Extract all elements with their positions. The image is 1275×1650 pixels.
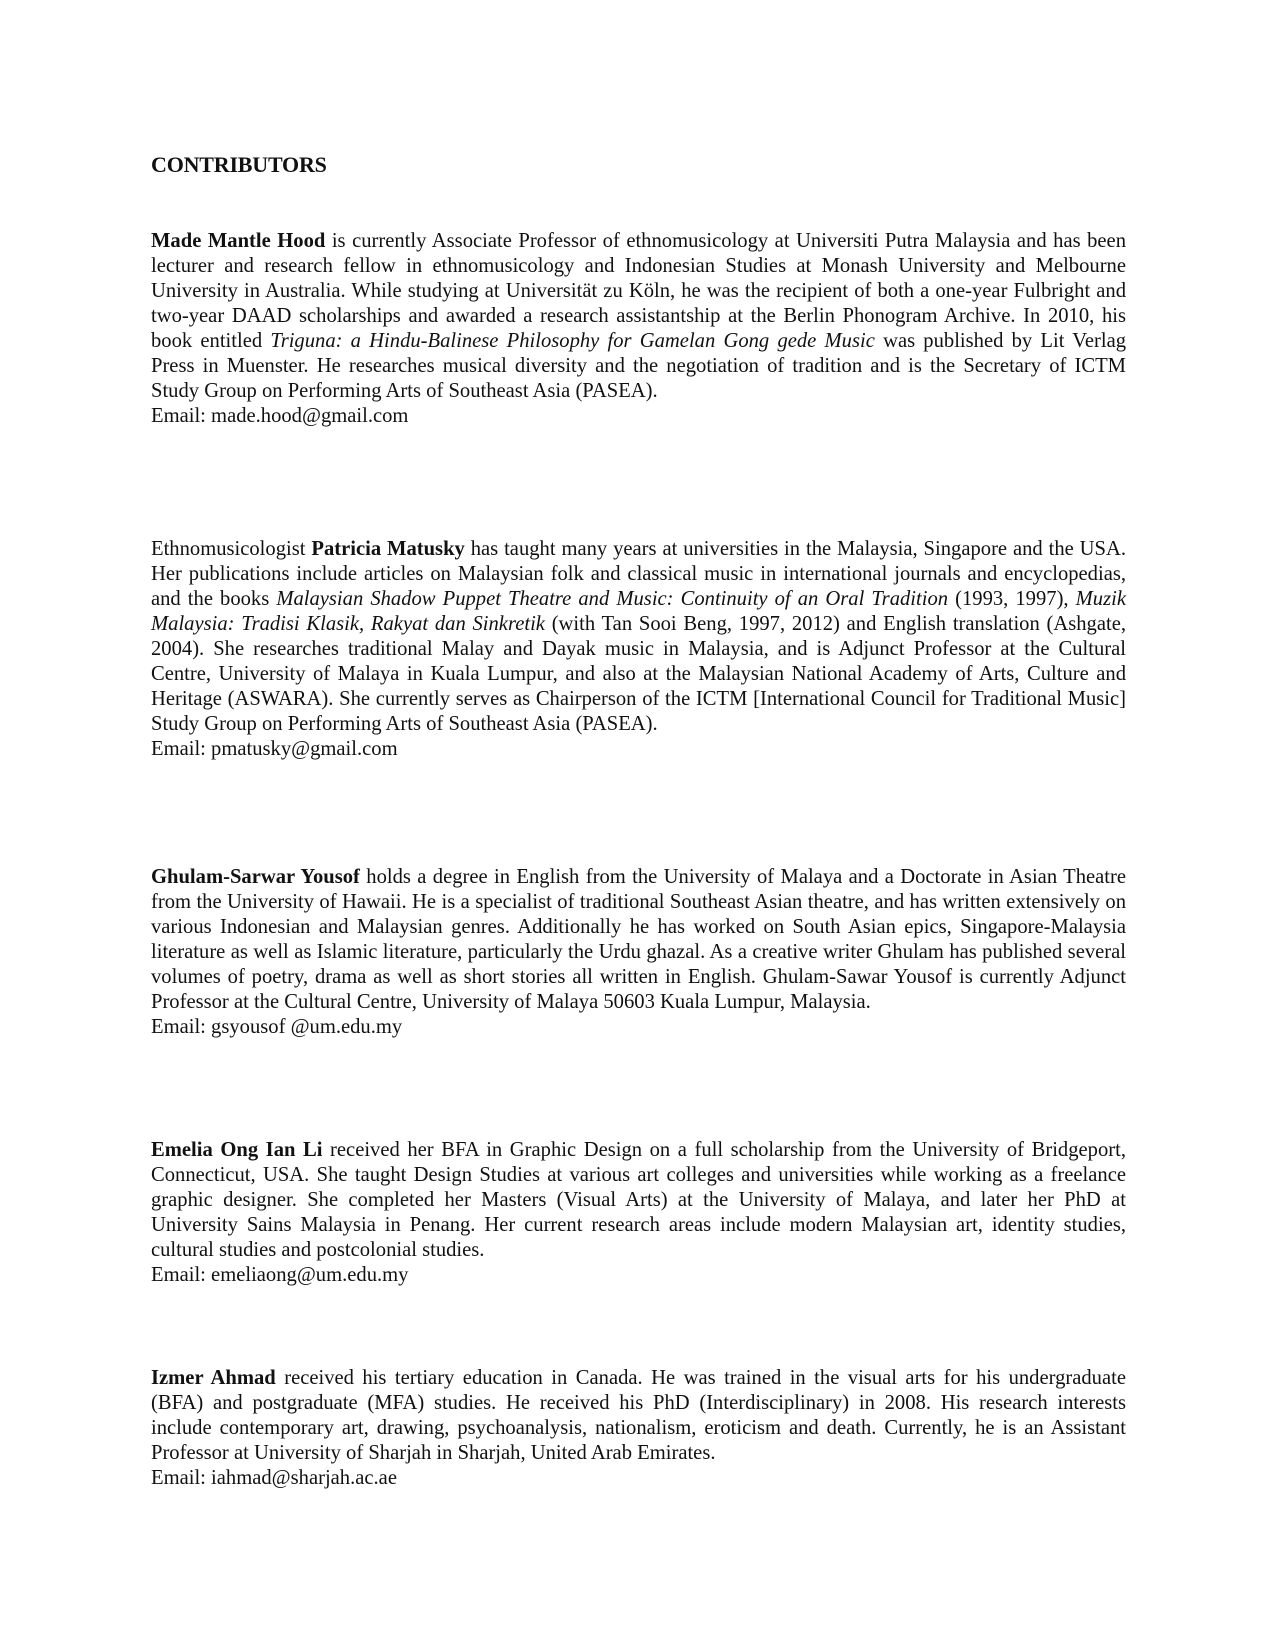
contributor-email: Email: pmatusky@gmail.com	[151, 738, 398, 760]
book-title: Triguna: a Hindu-Balinese Philosophy for Gamelan Gong gede Music	[270, 330, 875, 352]
bio-text: (1993, 1997),	[948, 588, 1076, 610]
bio-text: holds a degree in English from the University of Malaya and a Doctorate in Asian Theatre from the University of Hawaii. He is a specialist of traditional Southeast Asian theatre, and has written extensively on various Indonesian and Malaysian genres. Additionally he has worked on South Asian epics, Singapore-Malaysia literature as well as Islamic literature, particularly the Urdu ghazal. As a creative writer Ghulam has published several volumes of poetry, drama as well as short stories all written in English. Ghulam-Sawar Yousof is currently Adjunct Professor at the Cultural Centre, University of Malaya 50603 Kuala Lumpur, Malaysia.	[151, 866, 1126, 1013]
bio-text: Ethnomusicologist	[151, 538, 312, 560]
book-title: Malaysian Shadow Puppet Theatre and Music: Continuity of an Oral Tradition	[276, 588, 949, 610]
contributor-email: Email: gsyousof @um.edu.my	[151, 1016, 403, 1038]
contributor-email: Email: iahmad@sharjah.ac.ae	[151, 1467, 397, 1489]
contributor-name: Izmer Ahmad	[151, 1367, 276, 1389]
page-title: CONTRIBUTORS	[151, 152, 327, 177]
bio-text: received his tertiary education in Canada. He was trained in the visual arts for his undergraduate (BFA) and postgraduate (MFA) studies. He received his PhD (Interdisciplinary) in 2008. His research interests include contemporary art, drawing, psychoanalysis, nationalism, eroticism and death. Currently, he is an Assistant Professor at University of Sharjah in Sharjah, United Arab Emirates.	[151, 1367, 1126, 1464]
contributor-email: Email: emeliaong@um.edu.my	[151, 1264, 409, 1286]
contributor-name: Patricia Matusky	[311, 538, 465, 560]
contributor-name: Ghulam-Sarwar Yousof	[151, 866, 360, 888]
contributor-bio	[151, 537, 1126, 762]
contributor-name: Emelia Ong Ian Li	[151, 1139, 323, 1161]
book-title: Muzik Malaysia: Tradisi Klasik, Rakyat dan Sinkretik	[151, 588, 1126, 635]
bio-text: was published by Lit Verlag Press in Muenster. He researches musical diversity and the negotiation of tradition and is the Secretary of ICTM Study Group on Performing Arts of Southeast Asia (PASEA).	[151, 330, 1127, 402]
bio-text: is currently Associate Professor of ethnomusicology at Universiti Putra Malaysia and has been lecturer and research fellow in ethnomusicology and Indonesian Studies at Monash University and Melbourne University in Australia. While studying at Universität zu Köln, he was the recipient of both a one-year Fulbright and two-year DAAD scholarships and awarded a research assistantship at the Berlin Phonogram Archive. In 2010, his book entitled	[151, 230, 1126, 352]
contributor-bio	[151, 865, 1126, 1040]
bio-text: received her BFA in Graphic Design on a full scholarship from the University of Bridgeport, Connecticut, USA. She taught Design Studies at various art colleges and universities while working as a freelance graphic designer. She completed her Masters (Visual Arts) at the University of Malaya, and later her PhD at University Sains Malaysia in Penang. Her current research areas include modern Malaysian art, identity studies, cultural studies and postcolonial studies.	[151, 1139, 1126, 1261]
contributor-email: Email: made.hood@gmail.com	[151, 405, 409, 427]
contributor-name: Made Mantle Hood	[151, 230, 326, 252]
contributor-bio	[151, 1366, 1126, 1491]
bio-text: has taught many years at universities in the Malaysia, Singapore and the USA. Her publications include articles on Malaysian folk and classical music in international journals and encyclopedias, and the books	[151, 538, 1126, 610]
bio-text: (with Tan Sooi Beng, 1997, 2012) and English translation (Ashgate, 2004). She researches traditional Malay and Dayak music in Malaysia, and is Adjunct Professor at the Cultural Centre, University of Malaya in Kuala Lumpur, and also at the Malaysian National Academy of Arts, Culture and Heritage (ASWARA). She currently serves as Chairperson of the ICTM [International Council for Traditional Music] Study Group on Performing Arts of Southeast Asia (PASEA).	[151, 613, 1126, 735]
contributor-bio	[151, 1138, 1126, 1288]
contributor-bio	[151, 229, 1126, 429]
